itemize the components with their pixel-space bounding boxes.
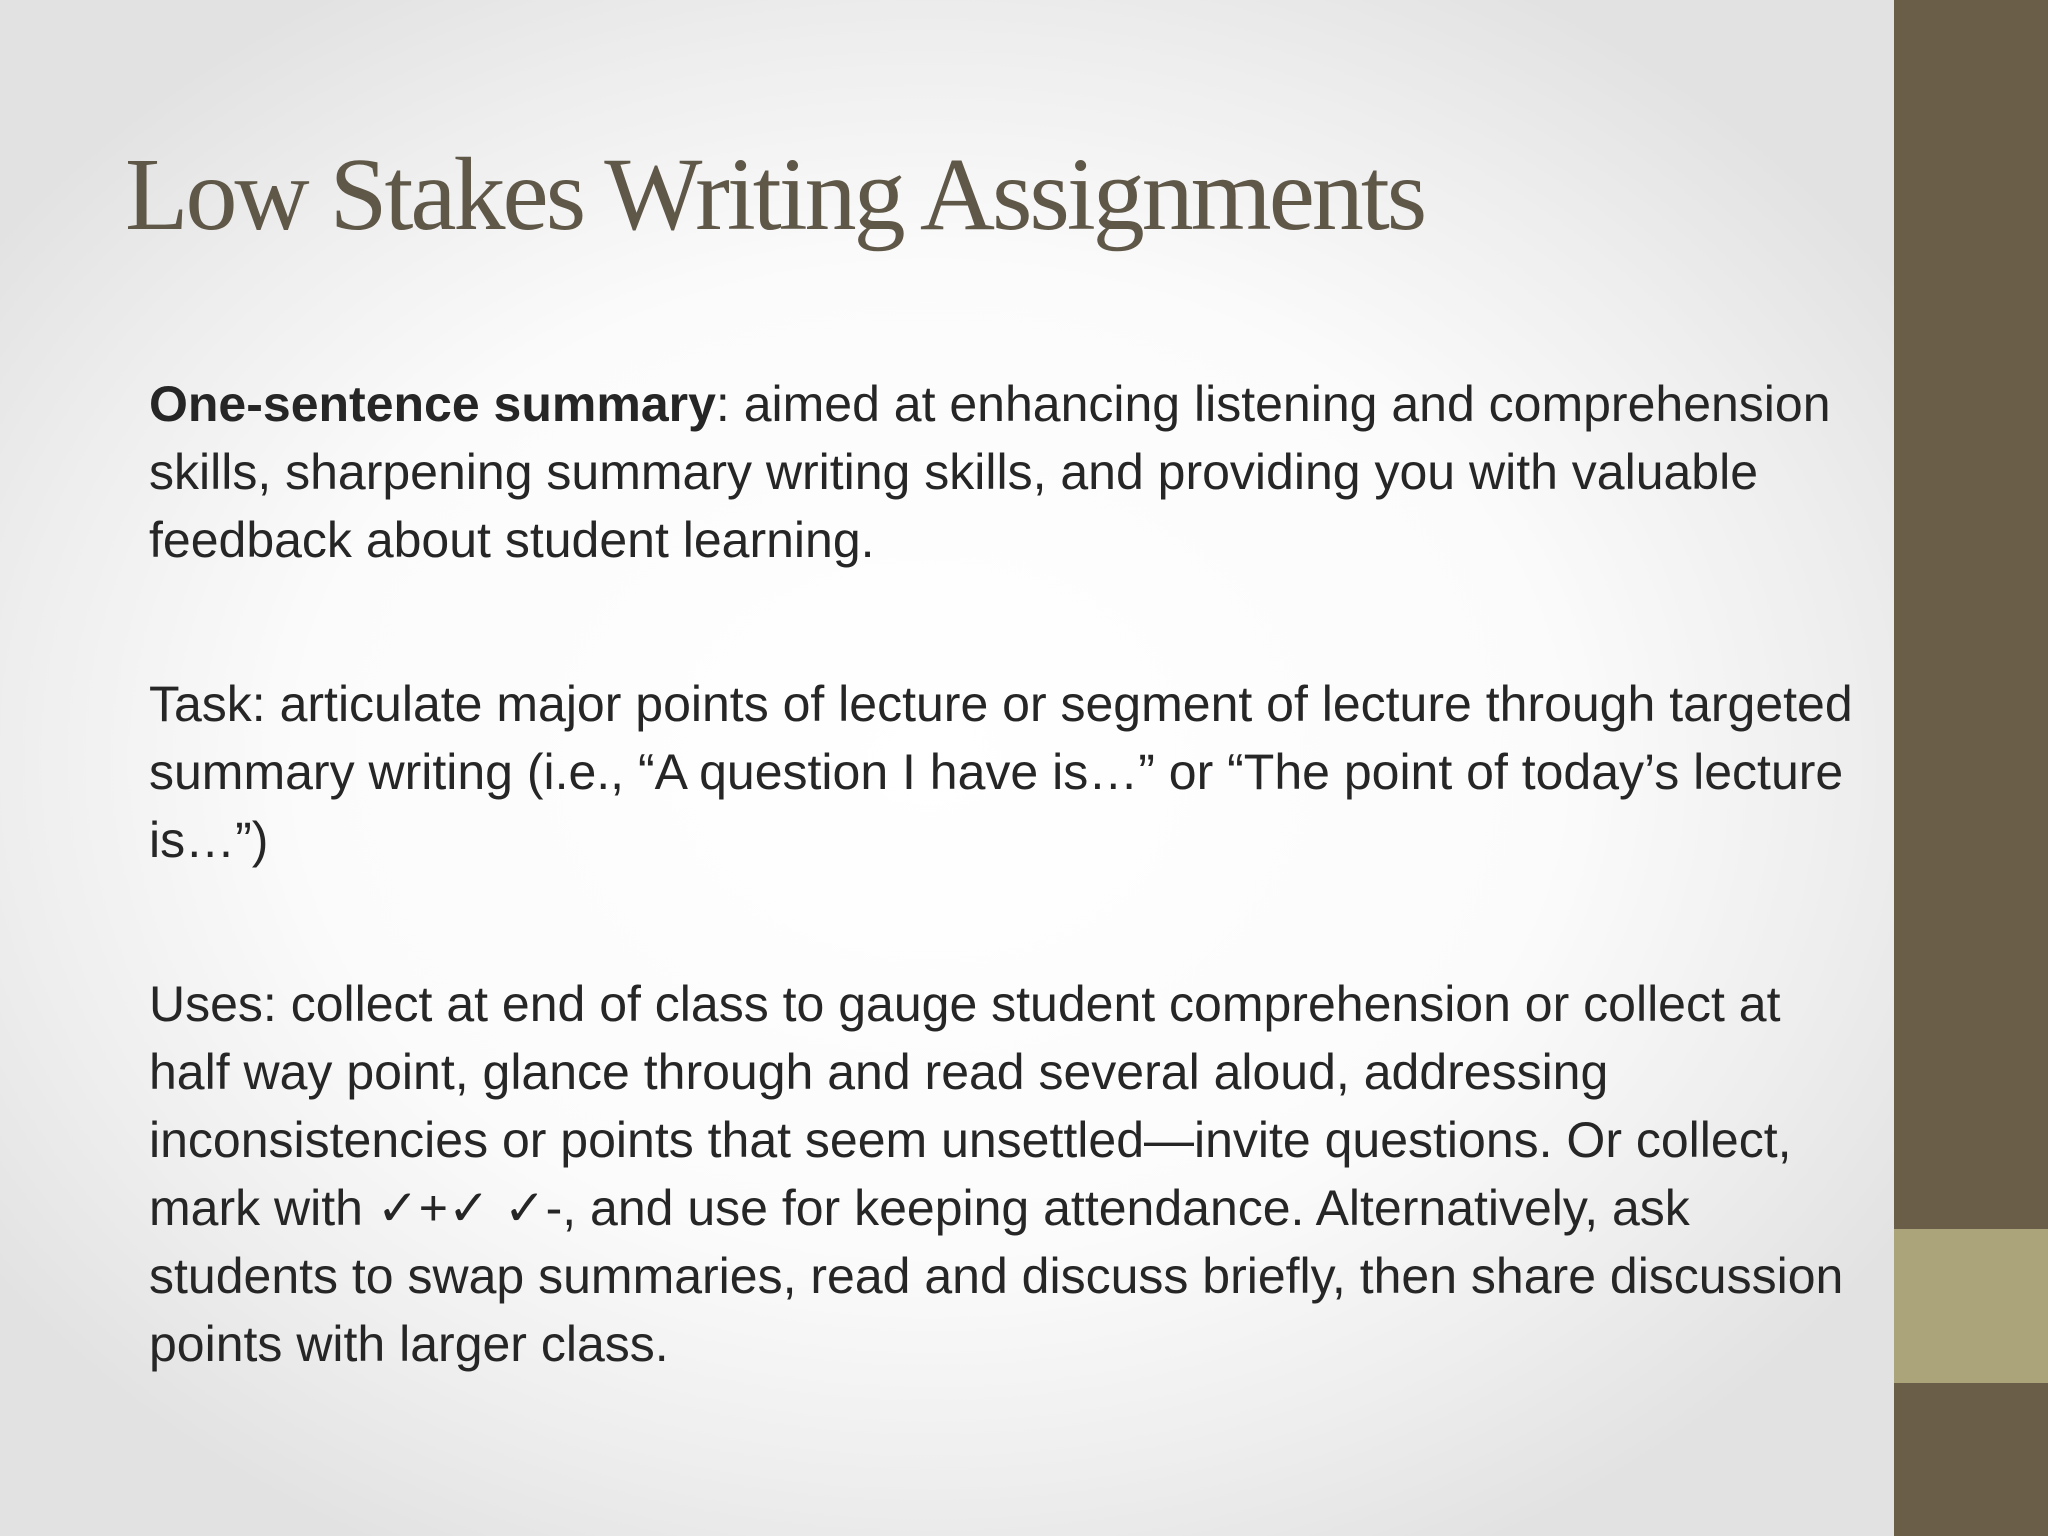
paragraph-task: Task: articulate major points of lecture or segment of lecture through targeted summary writing (i.e., “A question I have is…” or “The point of today’s lecture is…”) [149, 676, 1853, 868]
paragraph-summary [149, 370, 1869, 574]
slide-body [149, 370, 1869, 1378]
paragraph-uses: Uses: collect at end of class to gauge student comprehension or collect at half way point, glance through and read several aloud, addressing inconsistencies or points that seem unsettled—invite questions. Or collect, mark with ✓+✓ ✓-, and use for keeping attendance. Alternatively, ask students to swap summaries, read and discuss briefly, then share discussion points with larger class. [149, 976, 1844, 1372]
term-one-sentence-summary: One-sentence summary [149, 376, 716, 432]
slide-title: Low Stakes Writing Assignments [125, 137, 1425, 252]
side-accent-block [1894, 1229, 2048, 1383]
summary-description: : aimed at enhancing listening and comprehension skills, sharpening summary writing skills, and providing you with valuable feedback about student learning. [149, 376, 1831, 568]
